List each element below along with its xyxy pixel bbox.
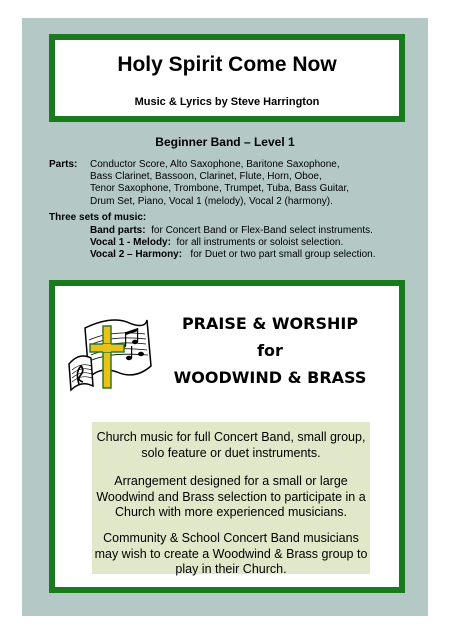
parts-label: Parts: <box>49 159 78 170</box>
parts-line: Bass Clarinet, Bassoon, Clarinet, Flute, Horn, Oboe, <box>90 171 322 183</box>
parts-list <box>90 159 370 208</box>
feature-heading <box>145 310 395 391</box>
page-title: Holy Spirit Come Now <box>117 53 337 76</box>
feature-line-2: for <box>257 341 283 360</box>
set-item <box>90 225 376 237</box>
parts-line: Conductor Score, Alto Saxophone, Baritone Saxophone, <box>90 159 340 170</box>
feature-line-3: WOODWIND & BRASS <box>173 368 367 387</box>
title-box <box>49 34 405 122</box>
set-item <box>90 249 376 261</box>
set-item-name: Band parts: <box>90 225 146 236</box>
feature-box <box>49 280 405 593</box>
band-level: Beginner Band – Level 1 <box>155 135 295 149</box>
set-item <box>90 237 376 249</box>
feature-line-1: PRAISE & WORSHIP <box>181 314 359 333</box>
description-paragraph: Church music for full Concert Band, small group, solo feature or duet instruments. <box>96 430 366 460</box>
set-item-text: for Duet or two part small group selection. <box>182 249 376 261</box>
parts-line: Drum Set, Piano, Vocal 1 (melody), Vocal 2 (harmony). <box>90 195 333 207</box>
cover-page <box>22 18 428 616</box>
parts-line: Tenor Saxophone, Trombone, Trumpet, Tuba, Bass Guitar, <box>90 183 350 195</box>
description-paragraph: Arrangement designed for a small or large Woodwind and Brass selection to participate in a Church with more experienced musicians. <box>96 474 366 519</box>
set-item-name: Vocal 1 - Melody: <box>90 237 171 249</box>
description-box <box>92 422 370 574</box>
composer-byline: Music & Lyrics by Steve Harrington <box>134 96 320 108</box>
set-item-text: for all instruments or soloist selection. <box>170 237 344 249</box>
set-item-name: Vocal 2 – Harmony: <box>90 249 183 261</box>
cross-music-logo <box>65 308 155 398</box>
sets-label: Three sets of music: <box>49 212 147 223</box>
description-paragraph: Community & School Concert Band musicians may wish to create a Woodwind & Brass group to play in their Church. <box>94 531 368 576</box>
set-item-text: for Concert Band or Flex-Band select instruments. <box>145 225 373 236</box>
sets-list <box>90 225 376 262</box>
